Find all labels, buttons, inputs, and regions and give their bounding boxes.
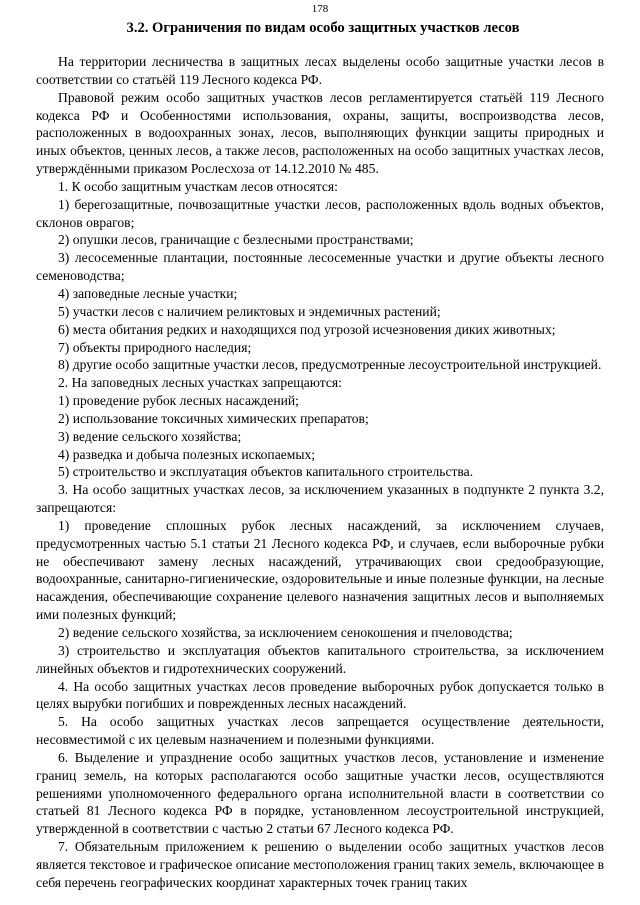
section-heading: 3.2. Ограничения по видам особо защитных участков лесов	[126, 20, 520, 36]
paragraph: 4) заповедные лесные участки;	[58, 285, 238, 301]
paragraph: 3. На особо защитных участках лесов, за исключением указанных в подпункте 2 пункта 3.2, запрещаются:	[36, 482, 604, 516]
paragraph: 4) разведка и добыча полезных ископаемых;	[58, 446, 316, 462]
paragraph: 3) строительство и эксплуатация объектов капитального строительства, за исключением линейных объектов и гидротехнических сооружений.	[36, 642, 604, 676]
paragraph: 3) ведение сельского хозяйства;	[58, 428, 242, 444]
paragraph: 1) проведение рубок лесных насаждений;	[58, 393, 299, 409]
paragraph: 5) участки лесов с наличием реликтовых и эндемичных растений;	[58, 303, 441, 319]
paragraph: 5) строительство и эксплуатация объектов капитального строительства.	[58, 464, 474, 480]
paragraph: 8) другие особо защитные участки лесов, предусмотренные лесоустроительной инструкцией.	[58, 357, 602, 373]
paragraph: 2) использование токсичных химических препаратов;	[58, 410, 369, 426]
paragraph: 2) опушки лесов, граничащие с безлесными пространствами;	[58, 232, 414, 248]
paragraph: 5. На особо защитных участках лесов запрещается осуществление деятельности, несовместимой с их целевым назначением и полезными функциями.	[36, 714, 604, 748]
paragraph: На территории лесничества в защитных лесах выделены особо защитные участки лесов в соответствии со статьёй 119 Лесного кодекса РФ.	[36, 54, 604, 87]
page-number: 178	[311, 3, 329, 15]
paragraph: 3) лесосеменные плантации, постоянные лесосеменные участки и другие объекты лесного семеноводства;	[36, 250, 604, 284]
paragraph: 7. Обязательным приложением к решению о выделении особо защитных участков лесов является текстовое и графическое описание местоположения границ таких земель, включающее в себя перечень географических координат характерных точек границ таких	[36, 839, 604, 890]
paragraph: 2) ведение сельского хозяйства, за исключением сенокошения и пчеловодства;	[58, 625, 513, 640]
paragraph: 1) берегозащитные, почвозащитные участки лесов, расположенных вдоль водных объектов, склонов оврагов;	[36, 196, 604, 230]
paragraph: 1) проведение сплошных рубок лесных насаждений, за исключением случаев, предусмотренных частью 5.1 статьи 21 Лесного кодекса РФ, и случаев, если выборочные рубки не обеспечивают замену лесных насаждений, утрачивающих свои средообразующие, водоохранные, санитарно-гигиенические, оздоровительные и иные полезные функции, на лесные насаждения, обеспечивающие сохранение целевого назначения защитных лесов и выполняемых ими полезных функций;	[36, 517, 604, 623]
paragraph: Правовой режим особо защитных участков лесов регламентируется статьёй 119 Лесного кодекса РФ и Особенностями использования, охраны, защиты, воспроизводства лесов, расположенных в водоохранных зонах, лесов, выполняющих функции защиты природных и иных объектов, ценных лесов, а также лесов, расположенных на особо защитных участках лесов, утверждёнными приказом Рослесхоза от 14.12.2010 № 485.	[36, 89, 604, 177]
paragraph: 6. Выделение и упразднение особо защитных участков лесов, установление и изменение границ земель, на которых располагаются особо защитные участки лесов, осуществляются решениями уполномоченного федерального органа исполнительной власти в соответствии со статьей 81 Лесного кодекса РФ в порядке, установленном лесоустроительной инструкцией, утвержденной в соответствии с частью 2 статьи 67 Лесного кодекса РФ.	[36, 749, 604, 837]
document-body	[36, 53, 604, 892]
paragraph: 2. На заповедных лесных участках запрещаются:	[58, 375, 342, 391]
paragraph: 1. К особо защитным участкам лесов относятся:	[58, 178, 338, 194]
paragraph: 4. На особо защитных участках лесов проведение выборочных рубок допускается только в целях вырубки погибших и поврежденных лесных насаждений.	[36, 678, 604, 712]
paragraph: 7) объекты природного наследия;	[58, 339, 252, 355]
paragraph: 6) места обитания редких и находящихся под угрозой исчезновения диких животных;	[58, 321, 556, 337]
